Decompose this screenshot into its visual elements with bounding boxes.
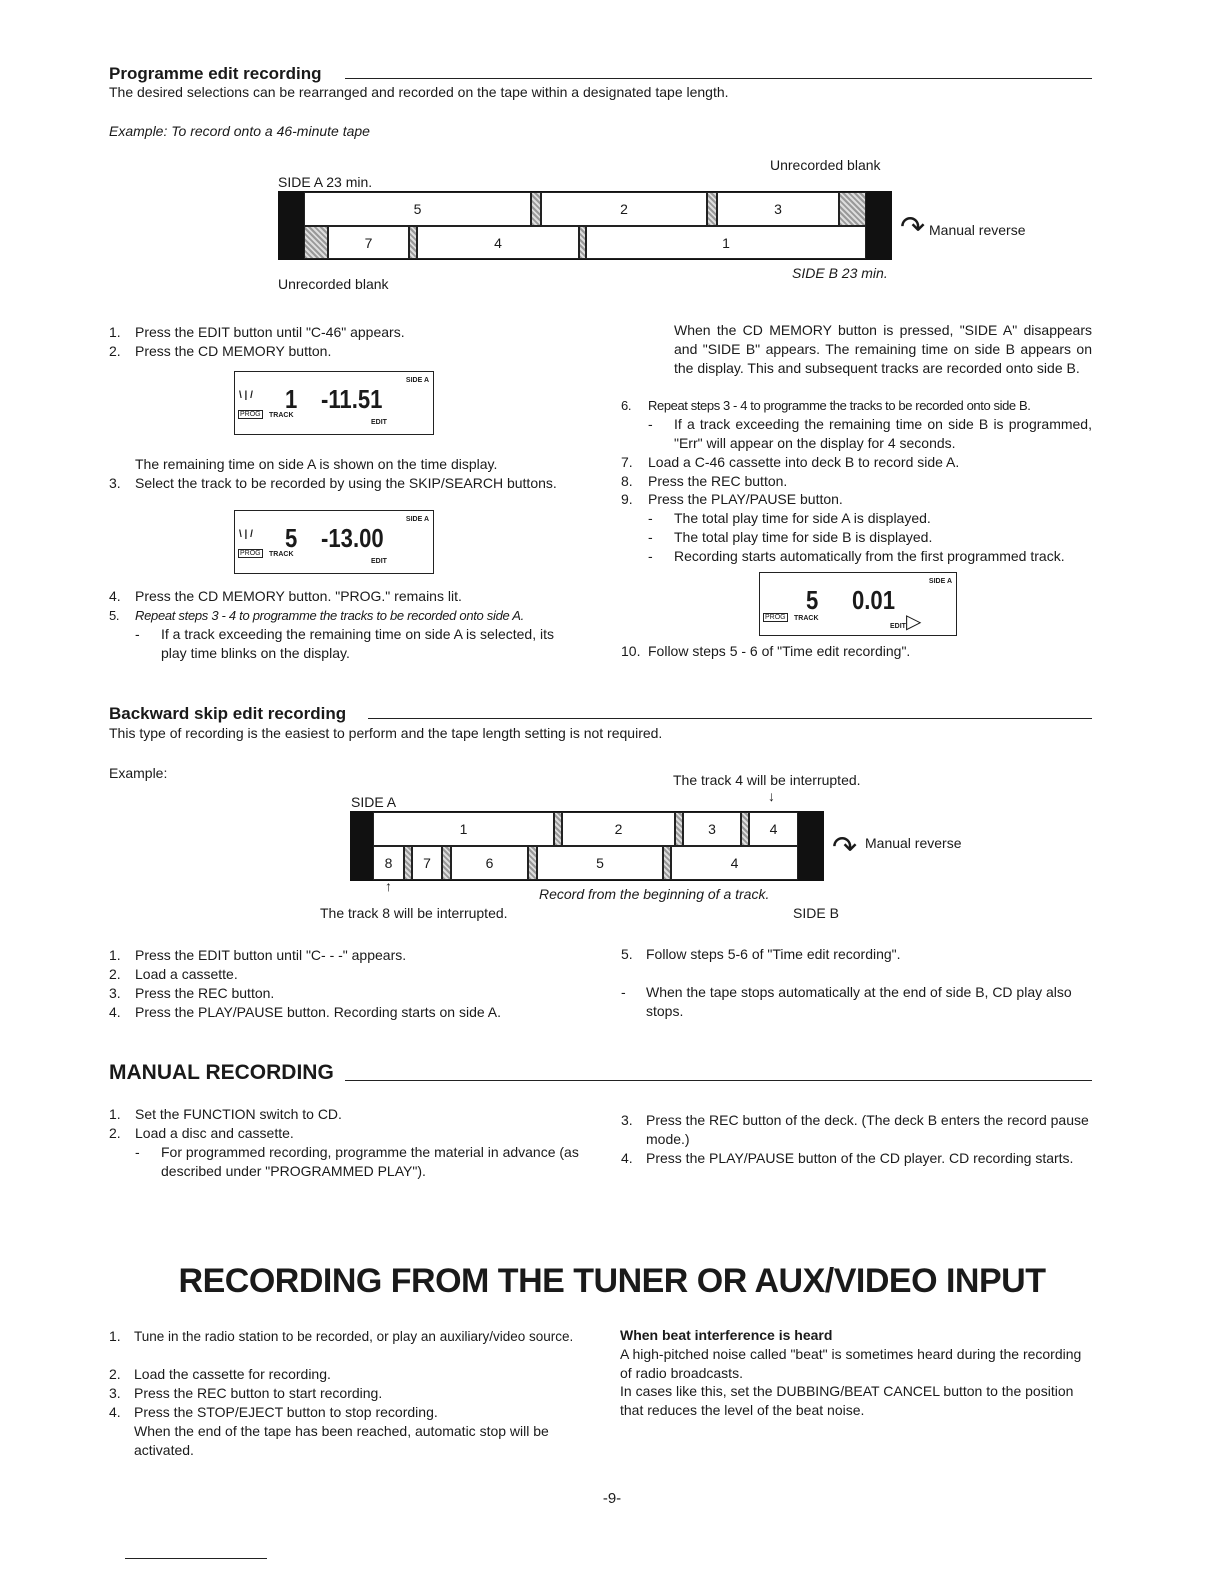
- arrow-down-icon: ↓: [768, 788, 775, 804]
- step: 2. Press the CD MEMORY button.: [109, 343, 332, 359]
- auto-stop-note: When the end of the tape has been reached, automatic stop will be activated.: [134, 1423, 549, 1458]
- play-icon: ▷: [906, 611, 922, 633]
- beat-text-1: A high-pitched noise called "beat" is sometimes heard during the recording of radio broadcasts.: [620, 1346, 1082, 1381]
- side-a-label: SIDE A: [351, 794, 397, 810]
- example-text: Example: To record onto a 46-minute tape: [109, 123, 370, 139]
- tape-diagram-2: [350, 811, 824, 881]
- track-segment: 6: [451, 846, 528, 880]
- section-title-programme-edit: Programme edit recording: [109, 64, 322, 83]
- lcd-display-1: SIDE A \ | / 1 -11.51 PROG TRACK EDIT: [234, 371, 434, 435]
- footer-line: [125, 1558, 267, 1559]
- gap: [531, 192, 541, 226]
- track-segment: 7: [412, 846, 442, 880]
- side-a-label: SIDE A 23 min.: [278, 174, 373, 190]
- track-segment: 7: [328, 226, 409, 259]
- reverse-arrow-icon: ↷: [832, 831, 858, 864]
- beat-title: When beat interference is heard: [620, 1327, 833, 1343]
- gap: [404, 846, 412, 880]
- side-b-note: When the CD MEMORY button is pressed, "SIDE A" disappears and "SIDE B" appears. The remaining time on side B appears on the display. This and subsequent tracks are recorded onto side B.: [674, 322, 1092, 376]
- gap: [442, 846, 451, 880]
- blank-label-bottom: Unrecorded blank: [278, 276, 389, 292]
- gap: [741, 812, 749, 846]
- record-note: Record from the beginning of a track.: [539, 886, 770, 902]
- intro-text: The desired selections can be rearranged and recorded on the tape within a designated tape length.: [109, 84, 729, 100]
- lcd-display-3: SIDE A 5 0.01 PROG TRACK EDIT ▷: [759, 572, 957, 636]
- manual-reverse-label: Manual reverse: [929, 222, 1026, 238]
- track-segment: 3: [683, 812, 741, 846]
- divider: [368, 718, 1092, 719]
- gap: [663, 846, 671, 880]
- track-segment: 1: [373, 812, 554, 846]
- track-segment: 3: [717, 192, 839, 226]
- manual-page: Programme edit recording The desired selections can be rearranged and recorded on the tape within a designated tape length. Example: To record onto a 46-minute tape SIDE A 23 min. Unrecorded blank 5 2 3 7 4 1 ↷ Manual reverse Unrecorded blank SIDE B 23 min. 1. Press the EDIT button until "C-46" appears. 2. Press the CD MEMORY button. SIDE A \ | / 1 -11.51 PROG TRACK EDIT The remaining time on side A is shown on the time display. 3. Select the track to be recorded by using the SKIP/SEARCH buttons. SIDE A \ | / 5 -13.00 PROG TRACK EDIT 4. Press the CD MEMORY button. "PROG." remains lit. 5. Repeat steps 3 - 4 to programme the tracks to be recorded onto side A. - If a track exceeding the remaining time on side A is selected, its play time blinks on the display. When the CD MEMORY button is pressed, "SIDE A" disappears and "SIDE B" appears. The remaining time on side B appears on the display. This and subsequent tracks are recorded onto side B. 6. Repeat steps 3 - 4 to programme the tracks to be recorded onto side B. - If a track exceeding the remaining time on side B is programmed, "Err" will appear on the display for 4 seconds. 7. Load a C-46 cassette into deck B to record side A. 8. Press the REC button. 9. Press the PLAY/PAUSE button. - The total play time for side A is displayed. - The total play time for side B is displayed. - Recording starts automatically from the first programmed track. SIDE A 5 0.01 PROG TRACK EDIT ▷ 10. Follow steps 5 - 6 of "Time edit recording". Backward skip edit recording This type of recording is the easiest to perform and the tape length setting is not required. Example: The track 4 will be interrupted. ↓ SIDE A 1 2 3 4 8 7 6 5 4 ↷ Manual reverse ↑ Record from the beginning of a track. The track 8 will be interrupted. SIDE B 1. Press the EDIT button until "C- - -" appears. 2. Load a cassette. 3. Press the REC button. 4. Press the PLAY/PAUSE button. Recording starts on side A. 5. Follow steps 5-6 of "Time edit recording". - When the tape stops automatically at the end of side B, CD play also stops. MANUAL RECORDING 1. Set the FUNCTION switch to CD. 2. Load a disc and cassette. - For programmed recording, programme the material in advance (as described under "PROGRAMMED PLAY"). 3. Press the REC button of the deck. (The deck B enters the record pause mode.) 4. Press the PLAY/PAUSE button of the CD player. CD recording starts. RECORDING FROM THE TUNER OR AUX/VIDEO INPUT 1. Tune in the radio station to be recorded, or play an auxiliary/video source. 2. Load the cassette for recording. 3. Press the REC button to start recording. 4. Press the STOP/EJECT button to stop recording. When the end of the tape has been reached, automatic stop will be activated. When beat interference is heard A high-pitched noise called "beat" is sometimes heard during the recording of radio broadcasts. In cases like this, set the DUBBING/BEAT CANCEL button to the position that reduces the level of the beat noise. -9-: [0, 0, 1224, 1584]
- gap: [707, 192, 717, 226]
- top-note: The track 4 will be interrupted.: [673, 772, 861, 788]
- arrow-up-icon: ↑: [385, 878, 392, 894]
- track-segment: 5: [537, 846, 663, 880]
- section-title-manual: MANUAL RECORDING: [109, 1061, 334, 1084]
- step: 1. Press the EDIT button until "C-46" appears.: [109, 324, 405, 340]
- side-b-label: SIDE B: [793, 905, 839, 921]
- gap: [579, 226, 586, 259]
- page-number: -9-: [602, 1490, 622, 1507]
- manual-reverse-label: Manual reverse: [865, 835, 962, 851]
- track-segment: 1: [586, 226, 866, 259]
- bottom-note: The track 8 will be interrupted.: [320, 905, 508, 921]
- example-text: Example:: [109, 765, 168, 781]
- reverse-arrow-icon: ↷: [900, 211, 926, 244]
- section-title-backward: Backward skip edit recording: [109, 704, 347, 723]
- remaining-note: The remaining time on side A is shown on the time display.: [135, 456, 498, 472]
- track-segment: 8: [373, 846, 404, 880]
- unrecorded-blank: [304, 226, 328, 259]
- track-segment: 5: [304, 192, 531, 226]
- beat-text-2: In cases like this, set the DUBBING/BEAT CANCEL button to the position that reduces the level of the beat noise.: [620, 1383, 1074, 1418]
- blank-label-top: Unrecorded blank: [770, 157, 881, 173]
- blink-icon: \ | /: [239, 529, 253, 540]
- gap: [409, 226, 417, 259]
- divider: [345, 1080, 1092, 1081]
- track-segment: 4: [749, 812, 798, 846]
- blink-icon: \ | /: [239, 390, 253, 401]
- gap: [528, 846, 537, 880]
- unrecorded-blank: [839, 192, 866, 226]
- track-segment: 2: [562, 812, 675, 846]
- gap: [554, 812, 562, 846]
- track-segment: 4: [671, 846, 798, 880]
- gap: [675, 812, 683, 846]
- divider: [345, 78, 1092, 79]
- track-segment: 4: [417, 226, 579, 259]
- side-b-label: SIDE B 23 min.: [792, 265, 888, 281]
- track-segment: 2: [541, 192, 707, 226]
- page-heading: RECORDING FROM THE TUNER OR AUX/VIDEO INPUT: [178, 1262, 1046, 1300]
- intro-text: This type of recording is the easiest to perform and the tape length setting is not required.: [109, 725, 663, 741]
- tape-diagram-1: [278, 191, 892, 260]
- lcd-display-2: SIDE A \ | / 5 -13.00 PROG TRACK EDIT: [234, 510, 434, 574]
